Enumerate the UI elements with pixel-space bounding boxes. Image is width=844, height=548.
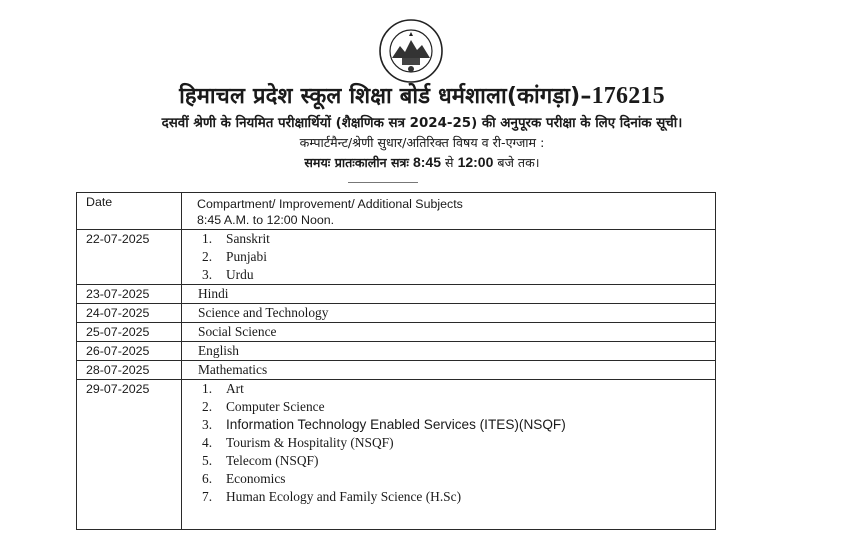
item-number: 1. [202,381,213,396]
schedule-subtitle: दसवीं श्रेणी के नियमित परीक्षार्थियों (शैक्षणिक सत्र 2024-25) की अनुपूरक परीक्षा के लिए दिनांक सूची। [161,116,683,131]
row-subject-cell [182,323,716,342]
board-seal-logo [378,18,444,84]
subject-name: Computer Science [226,399,325,414]
subject-name: Hindi [198,286,229,301]
time-suffix: बजे तक। [497,155,540,170]
row-subjects [182,230,716,285]
row-date: 25-07-2025 [77,323,182,342]
subject-name: Telecom (NSQF) [226,453,319,468]
time-prefix: समयः प्रातःकालीन सत्रः [304,155,409,170]
table-row [77,230,716,285]
item-number: 3. [202,417,213,432]
list-item [202,266,715,284]
item-number: 3. [202,267,213,282]
table-header-row [77,193,716,230]
row-date: 28-07-2025 [77,361,182,380]
row-subject-cell [182,342,716,361]
subject-name: Economics [226,471,286,486]
item-number: 2. [202,249,213,264]
subject-name: Information Technology Enabled Services (ITES)(NSQF) [226,417,566,432]
subject-header-line1: Compartment/ Improvement/ Additional Subjects [197,197,463,211]
list-item [202,398,715,416]
item-number: 7. [202,489,213,504]
divider [348,182,418,183]
exam-time-line [0,154,844,171]
table-row [77,380,716,530]
row-date: 24-07-2025 [77,304,182,323]
subject-name: Urdu [226,267,254,282]
list-item [202,488,715,506]
board-title [0,80,844,110]
subject-name: Mathematics [198,362,268,377]
item-number: 4. [202,435,213,450]
table-row [77,323,716,342]
subject-name: Science and Technology [198,305,329,320]
row-subject-cell [182,285,716,304]
subject-name: Punjabi [226,249,267,264]
row-subjects [182,380,716,530]
row-date: 22-07-2025 [77,230,182,285]
board-pin-code: 176215 [591,83,665,109]
date-sheet-table [76,192,716,530]
table-row [77,361,716,380]
list-item [202,248,715,266]
list-item [202,380,715,398]
board-title-hindi: हिमाचल प्रदेश स्कूल शिक्षा बोर्ड धर्मशाला(कांगड़ा)– [179,84,592,109]
table-row [77,342,716,361]
row-date: 23-07-2025 [77,285,182,304]
time-end: 12:00 [457,154,494,170]
subject-name: Art [226,381,244,396]
list-item [202,452,715,470]
table-row [77,285,716,304]
list-item [202,230,715,248]
subject-column-header [182,193,716,230]
list-item [202,470,715,488]
row-subject-cell [182,304,716,323]
item-number: 1. [202,231,213,246]
date-column-header: Date [77,193,182,230]
time-mid: से [445,155,454,170]
subject-name: Social Science [198,324,277,339]
subject-name: Human Ecology and Family Science (H.Sc) [226,489,462,504]
row-date: 29-07-2025 [77,380,182,530]
subject-name: Tourism & Hospitality (NSQF) [226,435,394,450]
item-number: 6. [202,471,213,486]
time-start: 8:45 [412,154,442,170]
subject-header-line2: 8:45 A.M. to 12:00 Noon. [197,213,335,227]
subject-name: English [198,343,239,358]
item-number: 5. [202,453,213,468]
subject-name: Sanskrit [226,231,270,246]
row-date: 26-07-2025 [77,342,182,361]
item-number: 2. [202,399,213,414]
table-row [77,304,716,323]
list-item [202,434,715,452]
list-item [202,416,715,434]
row-subject-cell [182,361,716,380]
exam-types-line: कम्पार्टमैन्ट/श्रेणी सुधार/अतिरिक्त विषय व री-एग्जाम : [299,135,545,150]
